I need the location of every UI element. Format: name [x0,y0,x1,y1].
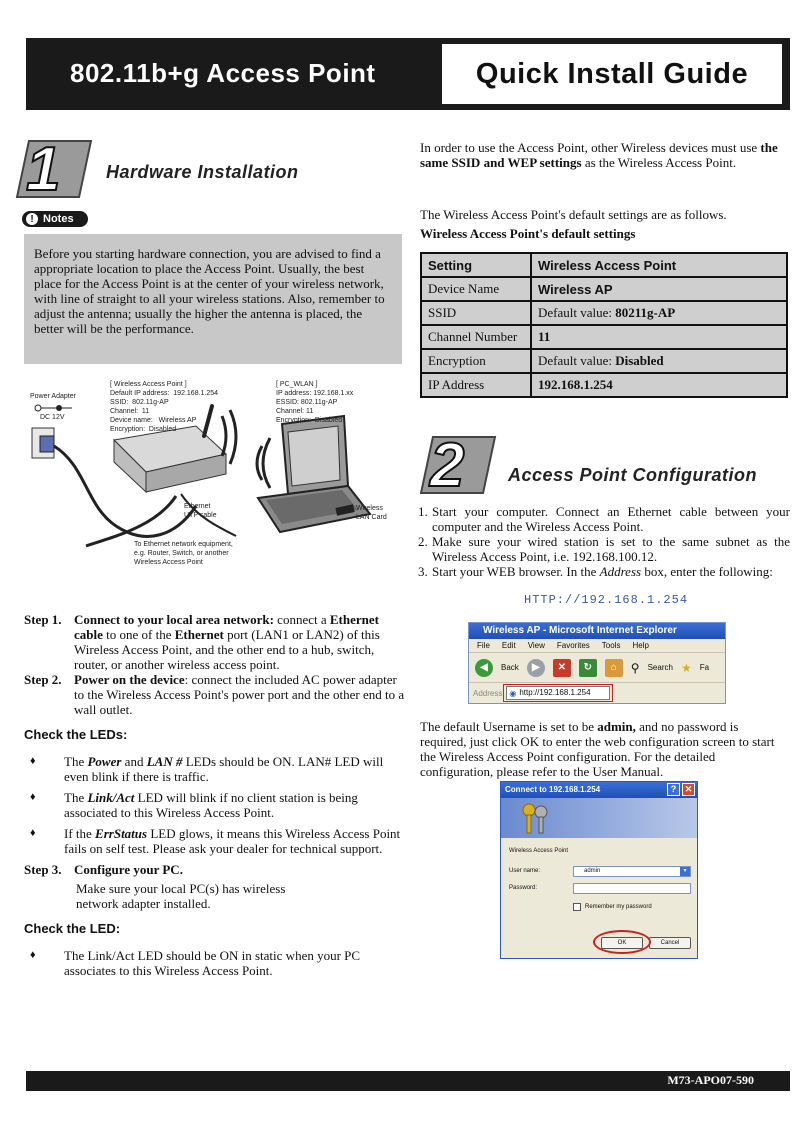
back-arrow-icon[interactable]: ◀ [475,659,493,677]
pc-wlan-info: [ PC_WLAN ] IP address: 192.168.1.xx ESSID: 802.11g-AP Channel: 11 Encryption: Disabled [276,381,354,424]
chevron-down-icon[interactable]: ▾ [680,867,690,876]
forward-arrow-icon[interactable]: ▶ [527,659,545,677]
led-bullet-linkact: ♦ The Link/Act LED will blink if no client station is being associated to this Wireless Access Point. [30,790,358,820]
help-icon[interactable]: ? [667,783,680,796]
header-product-title: 802.11b+g Access Point [70,58,376,88]
stop-icon[interactable]: ✕ [553,659,571,677]
cancel-button[interactable]: Cancel [649,937,691,949]
ie-back-label[interactable]: Back [501,663,519,672]
ok-highlight [593,930,651,954]
ie-address-input[interactable] [506,686,610,700]
led-bullet-errstatus: ♦ If the ErrStatus LED glows, it means this Wireless Access Point fails on self test. Please ask your dealer for technical support. [30,826,401,856]
ie-menu-edit[interactable]: Edit [501,641,516,650]
ie-browser-screenshot [468,622,726,704]
ie-menu-view[interactable]: View [527,641,545,650]
section2-title-text: Access Point Configuration [508,464,758,485]
ie-menu-file[interactable]: File [477,641,490,650]
ie-menu-bar [469,639,725,653]
step-2: Step 2. Power on the device: connect the included AC power adapter to the Wireless Access Point's power port and the other end to a wall outlet. [24,672,405,717]
ie-toolbar [469,653,725,683]
header-guide-title-box [440,42,784,106]
section2-number-badge [426,431,490,500]
notes-text: Before you starting hardware connection, you are advised to find a appropriate location to place the Access Point. Usually, the best place for the Access Point is at the center of your wireless network, with line of straight to all your wireless stations. Also, remember to adjust the antenna; usually the higher the antenna is placed, the better will be the performance. [34,246,385,336]
settings-row: SSID Default value: 80211g-AP [421,301,787,325]
config-url: HTTP://192.168.1.254 [524,593,689,607]
dc-label: DC 12V [40,414,65,421]
section1-number: 1 [26,135,61,204]
configuration-steps [418,504,790,579]
search-icon[interactable]: ⚲ [630,660,640,675]
ie-menu-favorites[interactable]: Favorites [556,641,590,650]
settings-header-row: Setting Wireless Access Point [421,253,787,277]
document-code: M73-APO07-590 [667,1073,754,1087]
login-title-text: Connect to 192.168.1.254 [505,785,601,794]
ap-default-info: [ Wireless Access Point ] Default IP address: 192.168.1.254 SSID: 802.11g-AP Channel: 11 Device name: Wireless AP Encryption: Disabled [110,381,219,433]
check-led-heading: Check the LED: [24,921,121,936]
ie-menu-tools[interactable]: Tools [601,641,621,650]
default-login-note: The default Username is set to be admin, and no password is required, just click OK to enter the web configuration screen to start the Wireless Access Point configuration. For the detailed configuration, please refer to the User Manual. [420,719,775,779]
section2-number: 2 [430,431,465,500]
settings-row: Device Name Wireless AP [421,277,787,301]
wireless-card-label: Wireless LAN Card [356,505,387,521]
section2-title [494,455,778,495]
step-1: Step 1. Connect to your local area network: connect a Ethernet cable to one of the Ethernet port (LAN1 or LAN2) of this Wireless Access Point, and the other end to a hub, switch, router, or another wireless access point. [24,612,380,672]
notes-label: Notes [43,213,74,225]
ethernet-cable-label: Ethernet UTP cable [184,503,217,519]
default-settings-intro: The Wireless Access Point's default settings are as follows. [420,207,727,222]
section1-title [92,152,372,192]
step-3-body: Make sure your local PC(s) has wireless network adapter installed. [76,881,286,911]
notes-box [24,234,402,364]
login-realm: Wireless Access Point [509,848,569,854]
page-globe-icon: ◉ [509,689,517,698]
login-title-bar [501,782,697,798]
settings-row: Channel Number 11 [421,325,787,349]
ssid-wep-intro: In order to use the Access Point, other Wireless devices must use the same SSID and WEP settings as the Wireless Access Point. [420,140,778,170]
config-step-3: 3. Start your WEB browser. In the Address box, enter the following: [418,564,773,579]
address-highlight [503,684,613,702]
connection-diagram [26,376,402,572]
footer-bar [26,1071,790,1091]
settings-row: IP Address 192.168.1.254 [421,373,787,397]
password-input[interactable] [573,883,691,894]
settings-table-title: Wireless Access Point's default settings [420,226,636,241]
refresh-icon[interactable]: ↻ [579,659,597,677]
ie-address-bar [469,683,725,703]
ie-menu-help[interactable]: Help [632,641,649,650]
login-dialog [500,781,698,959]
keys-icon [515,798,555,838]
ie-search-label[interactable]: Search [647,663,673,672]
config-step-1: 1. Start your computer. Connect an Ethernet cable between your computer and the Wireless Access Point. [418,504,790,534]
login-banner [501,798,697,838]
led-bullet-static: ♦ The Link/Act LED should be ON in static when your PC associates to this Wireless Access Point. [30,948,361,978]
notes-badge [22,211,88,227]
hardware-steps [24,612,406,984]
home-icon[interactable]: ⌂ [605,659,623,677]
close-icon[interactable]: ✕ [682,783,695,796]
check-leds-heading: Check the LEDs: [24,727,128,742]
ie-address-label: Address [473,688,503,698]
network-equipment-note: To Ethernet network equipment, e.g. Router, Switch, or another Wireless Access Point [134,541,233,566]
star-icon[interactable]: ★ [680,660,692,675]
section1-number-badge [22,135,86,204]
password-label: Password: [509,885,538,891]
ie-address-value: http://192.168.1.254 [519,688,591,697]
section1-title-text: Hardware Installation [106,161,299,182]
power-adapter-label: Power Adapter [30,393,76,400]
exclamation-icon: ! [26,213,38,225]
ok-button[interactable]: OK [601,937,643,949]
header-guide-title: Quick Install Guide [475,57,749,90]
ie-favorites-label[interactable]: Fa [699,663,710,672]
led-bullet-power: ♦ The Power and LAN # LEDs should be ON. LAN# LED will even blink if there is traffic. [30,754,384,784]
remember-checkbox[interactable] [573,903,581,911]
default-settings-table [420,252,788,398]
username-input[interactable] [573,866,691,877]
ie-title-bar: Wireless AP - Microsoft Internet Explorer [469,623,725,639]
remember-label: Remember my password [585,904,652,910]
username-value: admin [584,868,601,874]
username-label: User name: [509,868,541,874]
step-3: Step 3. Configure your PC. [24,862,183,877]
settings-row: Encryption Default value: Disabled [421,349,787,373]
config-step-2: 2. Make sure your wired station is set to the same subnet as the Wireless Access Point, i.e. 192.168.100.12. [418,534,790,564]
